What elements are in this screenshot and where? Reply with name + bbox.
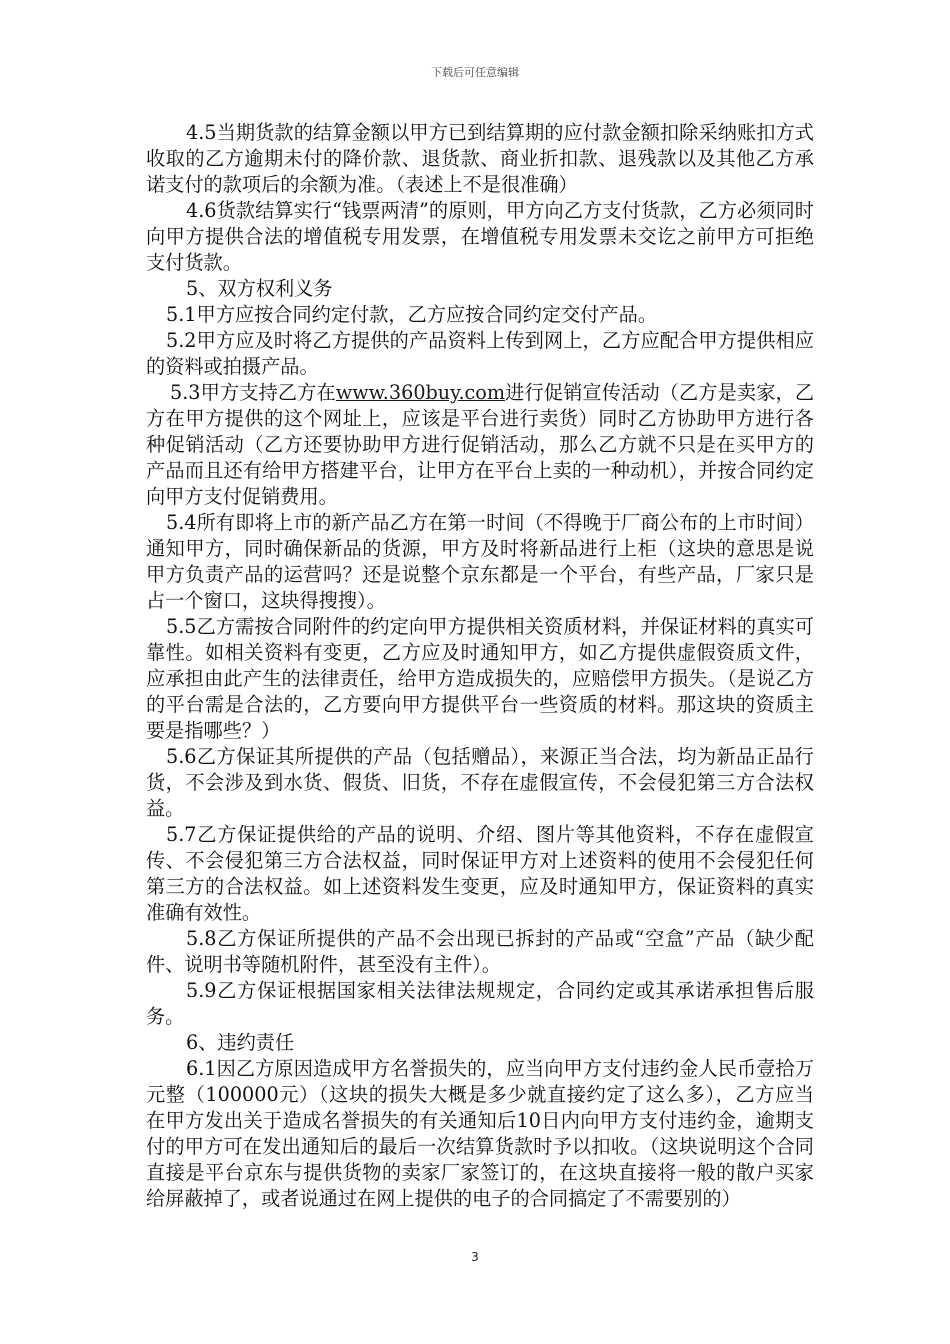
section-heading-5: 5、双方权利义务 (186, 277, 333, 300)
clause-5-2: 5.2甲方应及时将乙方提供的产品资料上传到网上，乙方应配合甲方提供相应的资料或拍摄产品。 (146, 329, 814, 378)
page-number: 3 (471, 1250, 479, 1264)
clause-5-6: 5.6乙方保证其所提供的产品（包括赠品），来源正当合法，均为新品正品行货，不会涉及到水货、假货、旧货，不存在虚假宣传，不会侵犯第三方合法权益。 (146, 745, 814, 820)
clause-5-8: 5.8乙方保证所提供的产品不会出现已拆封的产品或“空盒”产品（缺少配件、说明书等随机附件，甚至没有主件）。 (146, 927, 814, 976)
website-link[interactable]: www.360buy.com (335, 381, 506, 404)
document-body (146, 120, 814, 1212)
clause-5-1: 5.1甲方应按合同约定付款，乙方应按合同约定交付产品。 (166, 303, 658, 326)
clause-4-5: 4.5当期货款的结算金额以甲方已到结算期的应付款金额扣除采纳账扣方式收取的乙方逾期未付的降价款、退货款、商业折扣款、退残款以及其他乙方承诺支付的款项后的余额为准。（表述上不是很准确） (146, 121, 814, 196)
clause-5-3 (146, 380, 814, 510)
clause-5-5: 5.5乙方需按合同附件的约定向甲方提供相关资质材料，并保证材料的真实可靠性。如相关资料有变更，乙方应及时通知甲方，如乙方提供虚假资质文件，应承担由此产生的法律责任，给甲方造成损失的，应赔偿甲方损失。（是说乙方的平台需是合法的，乙方要向甲方提供平台一些资质的材料。那这块的资质主要是指哪些？） (146, 615, 814, 742)
clause-5-3-lead: 5.3甲方支持乙方在 (170, 381, 336, 404)
page-header: 下载后可任意编辑 (431, 66, 519, 79)
section-heading-6: 6、违约责任 (186, 1031, 295, 1054)
clause-5-9: 5.9乙方保证根据国家相关法律法规规定，合同约定或其承诺承担售后服务。 (146, 979, 814, 1028)
clause-4-6: 4.6货款结算实行“钱票两清”的原则，甲方向乙方支付货款，乙方必须同时向甲方提供合法的增值税专用发票，在增值税专用发票未交讫之前甲方可拒绝支付货款。 (146, 199, 814, 274)
clause-5-4: 5.4所有即将上市的新产品乙方在第一时间（不得晚于厂商公布的上市时间）通知甲方，同时确保新品的货源，甲方及时将新品进行上柜（这块的意思是说甲方负责产品的运营吗？还是说整个京东都是一个平台，有些产品，厂家只是占一个窗口，这块得搜搜）。 (146, 511, 814, 612)
clause-5-7: 5.7乙方保证提供给的产品的说明、介绍、图片等其他资料，不存在虚假宣传、不会侵犯第三方合法权益，同时保证甲方对上述资料的使用不会侵犯任何第三方的合法权益。如上述资料发生变更，应及时通知甲方，保证资料的真实准确有效性。 (146, 823, 814, 924)
clause-5-3-rest: 进行促销宣传活动（乙方是卖家，乙方在甲方提供的这个网址上，应该是平台进行卖货）同时乙方协助甲方进行各种促销活动（乙方还要协助甲方进行促销活动，那么乙方就不只是在买甲方的产品而且还有给甲方搭建平台，让甲方在平台上卖的一种动机），并按合同约定向甲方支付促销费用。 (146, 381, 815, 508)
clause-6-1: 6.1因乙方原因造成甲方名誉损失的，应当向甲方支付违约金人民币壹拾万元整（100000元）（这块的损失大概是多少就直接约定了这么多），乙方应当在甲方发出关于造成名誉损失的有关通知后10日内向甲方支付违约金，逾期支付的甲方可在发出通知后的最后一次结算货款时予以扣收。（这块说明这个合同直接是平台京东与提供货物的卖家厂家签订的，在这块直接将一般的散户买家给屏蔽掉了，或者说通过在网上提供的电子的合同搞定了不需要别的） (146, 1057, 814, 1210)
